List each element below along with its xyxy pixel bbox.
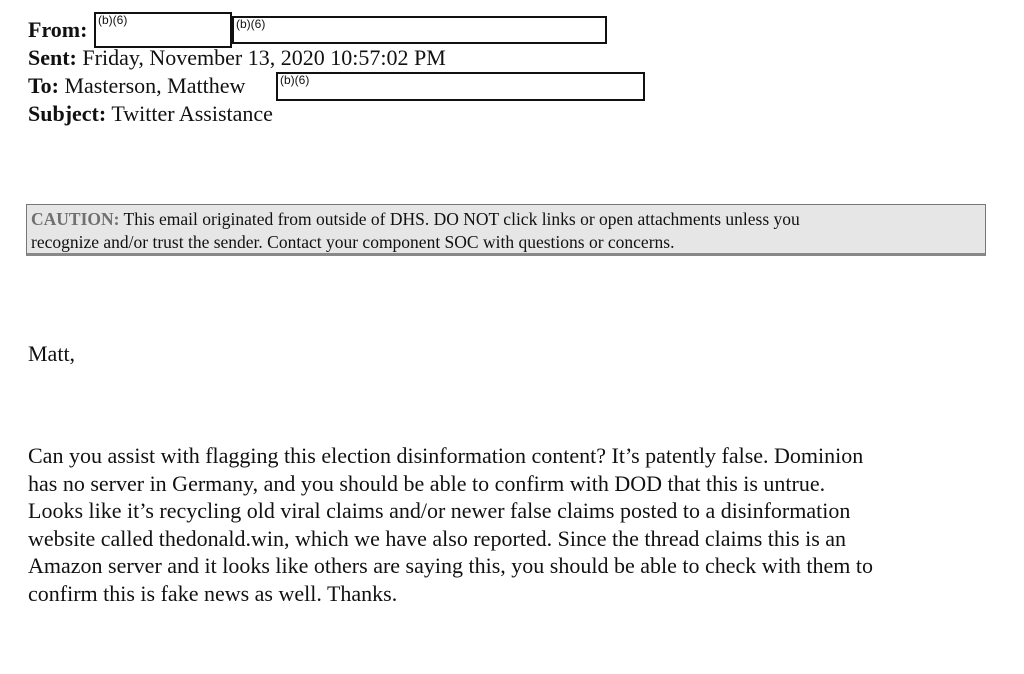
redaction-code: (b)(6) [236, 17, 266, 31]
greeting: Matt, [28, 341, 76, 366]
from-label: From: [28, 17, 88, 42]
body-line: Amazon server and it looks like others are saying this, you should be able to check with them to [28, 553, 873, 578]
caution-text-1: This email originated from outside of DHS. DO NOT click links or open attachments unless you [123, 209, 800, 229]
body-line: confirm this is fake news as well. Thanks. [28, 580, 398, 606]
caution-label: CAUTION: [31, 209, 120, 229]
to-label: To: [28, 73, 59, 98]
message-body [28, 442, 988, 607]
caution-line-2: recognize and/or trust the sender. Contact your component SOC with questions or concerns. [31, 232, 675, 252]
redaction-box [276, 72, 645, 101]
redaction-code: (b)(6) [98, 13, 128, 27]
to-value: Masterson, Matthew [64, 73, 246, 98]
to-line [28, 73, 245, 99]
body-line: Can you assist with flagging this election disinformation content? It’s patently false. Dominion [28, 443, 864, 468]
sent-line [28, 45, 446, 71]
caution-banner [26, 204, 986, 256]
body-line: website called thedonald.win, which we have also reported. Since the thread claims this is an [28, 525, 847, 551]
from-line [28, 17, 87, 43]
redaction-code: (b)(6) [280, 73, 310, 87]
subject-label: Subject: [28, 101, 107, 126]
body-line: has no server in Germany, and you should be able to confirm with DOD that this is untrue. [28, 470, 826, 496]
body-line: Looks like it’s recycling old viral claims and/or newer false claims posted to a disinformation [28, 498, 851, 523]
subject-line [28, 101, 273, 127]
subject-value: Twitter Assistance [111, 101, 273, 126]
sent-value: Friday, November 13, 2020 10:57:02 PM [82, 45, 446, 70]
caution-line-1 [31, 208, 981, 231]
redaction-box [232, 16, 607, 44]
sent-label: Sent: [28, 45, 77, 70]
redaction-box [94, 12, 232, 48]
